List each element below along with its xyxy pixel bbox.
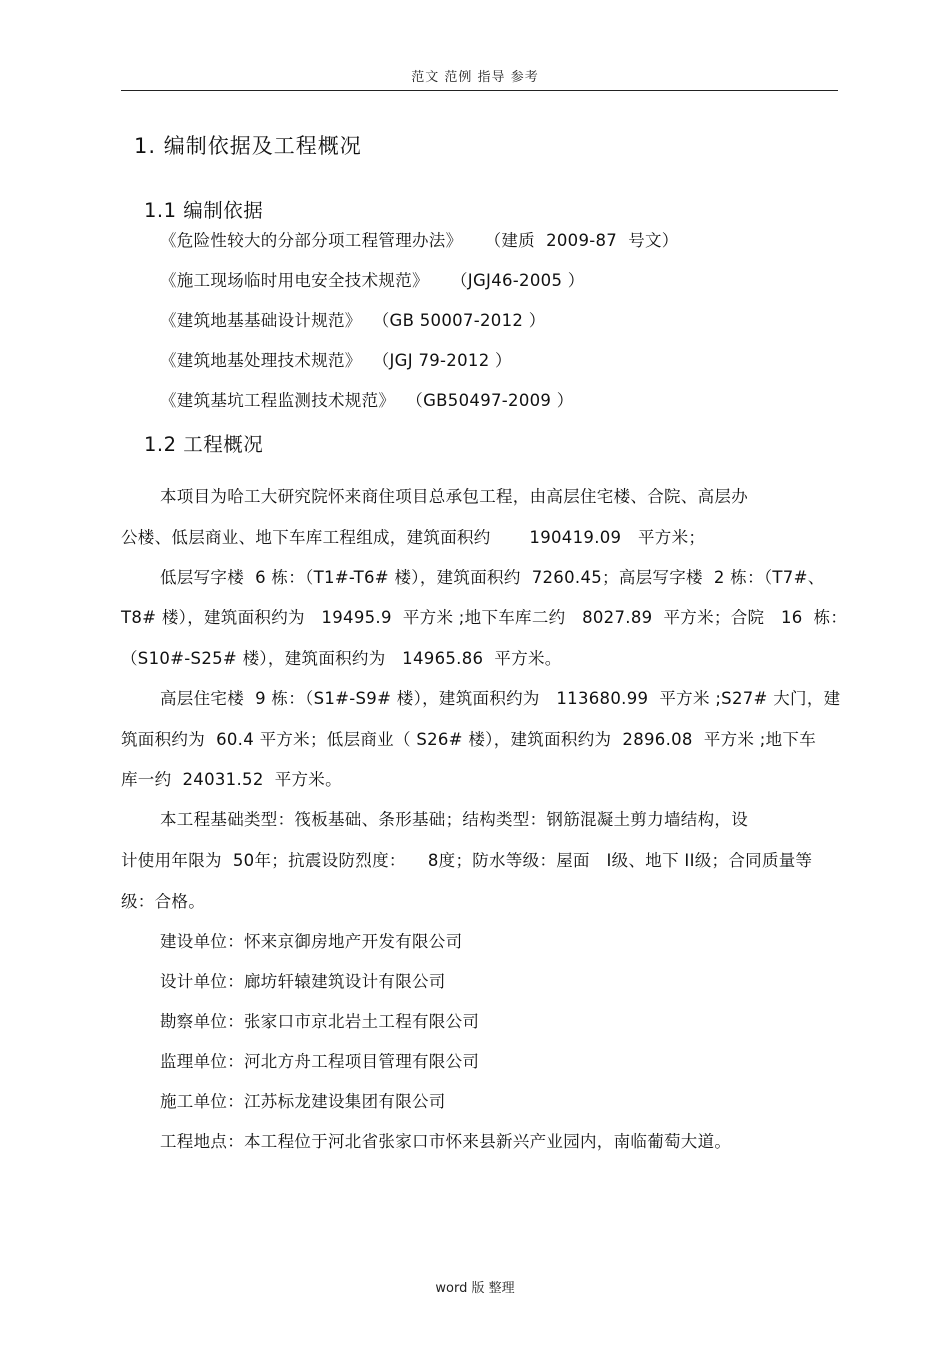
overview-line: 筑面积约为 60.4 平方米；低层商业（ S26# 楼），建筑面积约为 2896.08 平方米 ;地下车 xyxy=(121,730,817,749)
section-1-2-title: 1.2 工程概况 xyxy=(144,433,264,456)
overview-line: T8# 楼），建筑面积约为 19495.9 平方米 ;地下车库二约 8027.89 平方米；合院 16 栋： xyxy=(121,608,848,627)
page-footer: word 版 整理 xyxy=(435,1281,515,1296)
header-divider xyxy=(121,90,838,91)
section-1-1-title: 1.1 编制依据 xyxy=(144,199,264,222)
survey-unit: 勘察单位：张家口市京北岩土工程有限公司 xyxy=(160,1012,480,1031)
overview-line: 计使用年限为 50年；抗震设防烈度： 8度；防水等级：屋面 I级、地下 II级；合同质量等 xyxy=(121,851,813,870)
page-header: 范文 范例 指导 参考 xyxy=(411,70,539,85)
section-1-title: 1. 编制依据及工程概况 xyxy=(134,134,362,158)
overview-line: 库一约 24031.52 平方米。 xyxy=(121,770,342,789)
overview-line: 级：合格。 xyxy=(121,892,205,911)
overview-line: 本项目为哈工大研究院怀来商住项目总承包工程，由高层住宅楼、合院、高层办 xyxy=(160,487,748,506)
reference-item: 《建筑地基基础设计规范》 （GB 50007-2012 ） xyxy=(160,311,546,330)
contractor-unit: 施工单位：江苏标龙建设集团有限公司 xyxy=(160,1092,446,1111)
project-location: 工程地点：本工程位于河北省张家口市怀来县新兴产业园内，南临葡萄大道。 xyxy=(160,1132,732,1151)
overview-line: 高层住宅楼 9 栋：（S1#-S9# 楼），建筑面积约为 113680.99 平方米 ;S27# 大门，建 xyxy=(160,689,841,708)
reference-item: 《建筑基坑工程监测技术规范》 （GB50497-2009 ） xyxy=(160,391,574,410)
reference-item: 《施工现场临时用电安全技术规范》 （JGJ46-2005 ） xyxy=(160,271,585,290)
design-unit: 设计单位：廊坊轩辕建筑设计有限公司 xyxy=(160,972,446,991)
overview-line: 公楼、低层商业、地下车库工程组成，建筑面积约 190419.09 平方米； xyxy=(121,528,706,547)
overview-line: 本工程基础类型：筏板基础、条形基础；结构类型：钢筋混凝土剪力墙结构，设 xyxy=(160,810,748,829)
supervision-unit: 监理单位：河北方舟工程项目管理有限公司 xyxy=(160,1052,480,1071)
construction-unit: 建设单位：怀来京御房地产开发有限公司 xyxy=(160,932,463,951)
overview-line: （S10#-S25# 楼），建筑面积约为 14965.86 平方米。 xyxy=(121,649,562,668)
reference-item: 《危险性较大的分部分项工程管理办法》 （建质 2009-87 号文） xyxy=(160,231,679,250)
overview-line: 低层写字楼 6 栋：（T1#-T6# 楼），建筑面积约 7260.45；高层写字楼 2 栋：（T7#、 xyxy=(160,568,825,587)
reference-item: 《建筑地基处理技术规范》 （JGJ 79-2012 ） xyxy=(160,351,512,370)
